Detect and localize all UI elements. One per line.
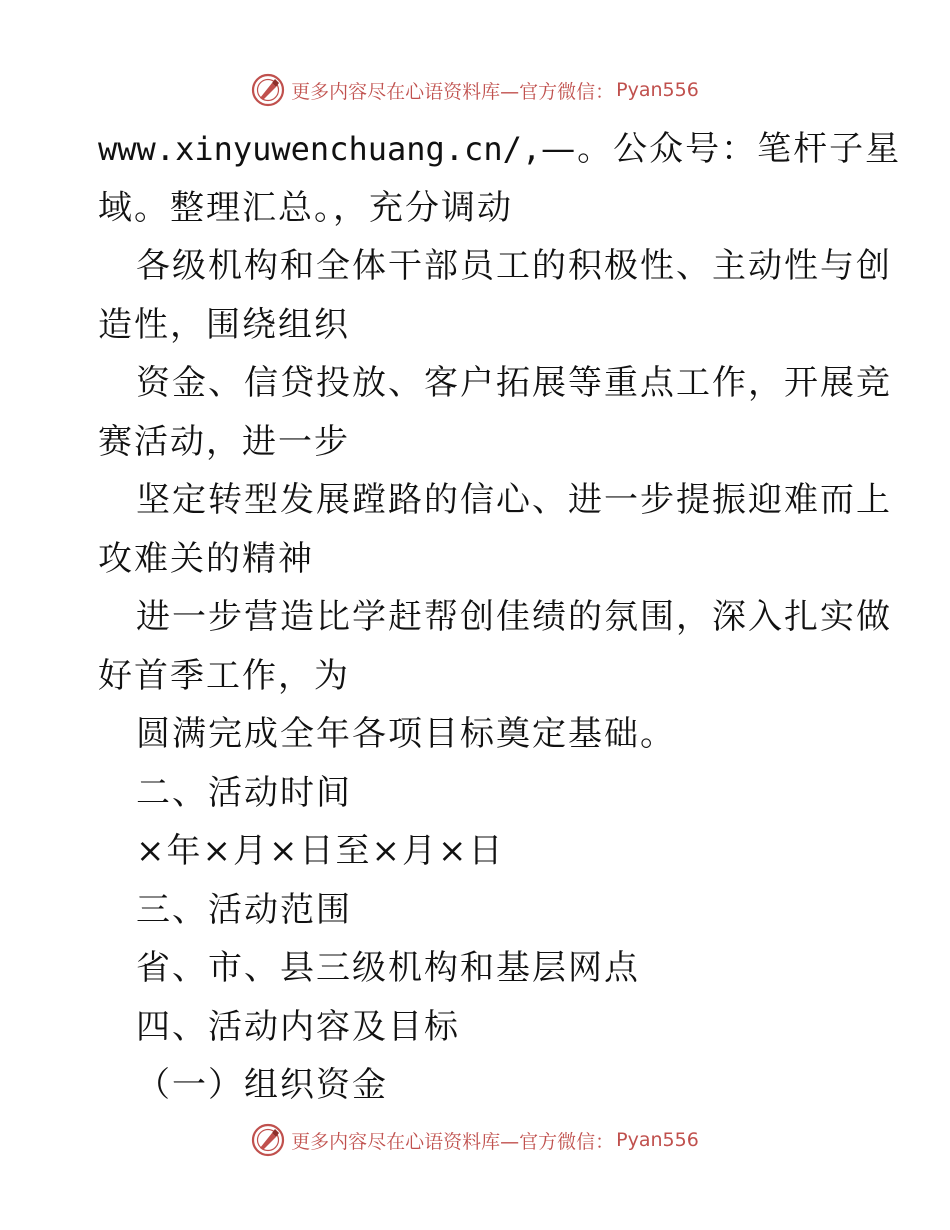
website-link[interactable]: www.xinyuwenchuang.cn/,: [98, 130, 542, 168]
watermark-text: 更多内容尽在心语资料库—官方微信：: [291, 1130, 615, 1153]
paragraph-line: 各级机构和全体干部员工的积极性、主动性与创: [136, 246, 892, 286]
paragraph-line: ×年×月×日至×月×日: [136, 831, 505, 871]
section-heading: 三、活动范围: [136, 889, 352, 930]
paragraph-line: 进一步营造比学赶帮创佳绩的氛围，深入扎实做: [136, 597, 892, 637]
paragraph-line: 域。整理汇总。，充分调动: [98, 187, 513, 228]
footer-watermark: [0, 1120, 950, 1160]
subsection-heading: （一）组织资金: [136, 1065, 388, 1105]
paragraph-line: 赛活动，进一步: [98, 421, 350, 462]
paragraph-line: www.xinyuwenchuang.cn/,—。公众号：笔杆子星: [98, 129, 902, 169]
watermark-text: 更多内容尽在心语资料库—官方微信：: [291, 80, 615, 103]
paragraph-line: 圆满完成全年各项目标奠定基础。: [136, 714, 676, 754]
document-body: [98, 120, 902, 1115]
section-heading: 四、活动内容及目标: [136, 1006, 460, 1047]
header-watermark: [0, 70, 950, 110]
paragraph-line: 省、市、县三级机构和基层网点: [136, 948, 640, 988]
paragraph-line: 造性，围绕组织: [98, 304, 350, 345]
watermark-wechat-id: Pyan556: [616, 1129, 699, 1151]
section-heading: 二、活动时间: [136, 772, 352, 813]
pen-nib-logo-icon: [251, 73, 285, 107]
watermark-wechat-id: Pyan556: [616, 79, 699, 101]
paragraph-line: 资金、信贷投放、客户拓展等重点工作，开展竞: [136, 363, 892, 403]
pen-nib-logo-icon: [251, 1123, 285, 1157]
paragraph-line: 坚定转型发展蹚路的信心、进一步提振迎难而上: [136, 480, 892, 520]
paragraph-line: 好首季工作，为: [98, 655, 350, 696]
paragraph-line: 攻难关的精神: [98, 538, 314, 579]
